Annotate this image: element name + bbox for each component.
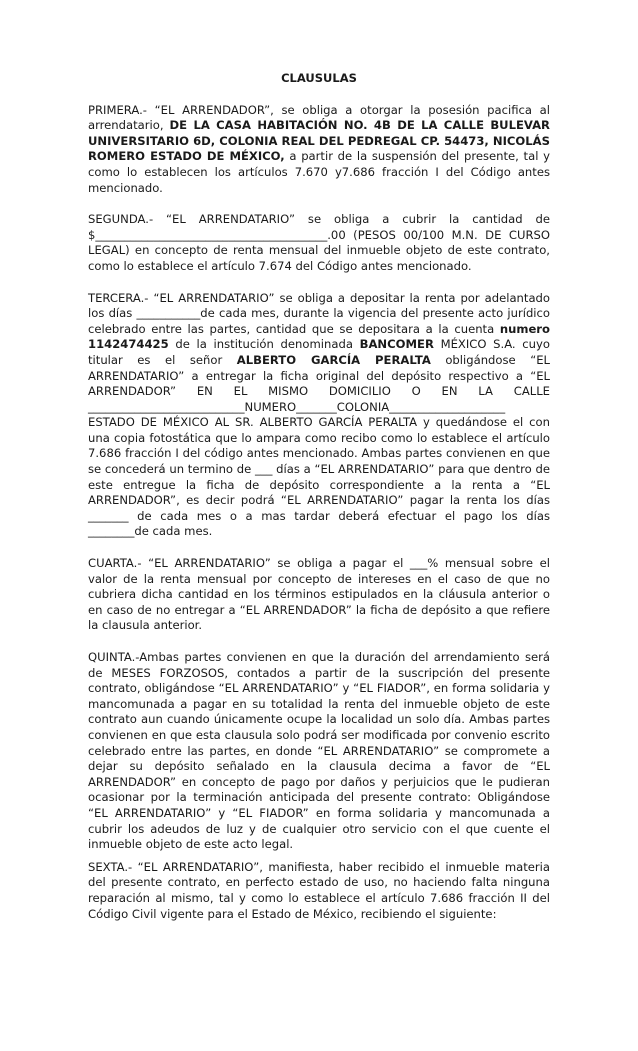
clause-cuarta: CUARTA.- “EL ARRENDATARIO” se obliga a pagar el ___% mensual sobre el valor de la renta mensual por concepto de intereses en el caso de que no cubriera dicha cantidad en los términos estipulados en la cláusula anterior o en caso de no entregar a “EL ARRENDADOR” la ficha de depósito a que refiere la clausula anterior. — [88, 556, 550, 633]
clause-sexta: SEXTA.- “EL ARRENDATARIO”, manifiesta, haber recibido el inmueble materia del presente contrato, en perfecto estado de uso, no haciendo falta ninguna reparación al mismo, tal y como lo establece el artículo 7.686 fracción II del Código Civil vigente para el Estado de México, recibiendo el siguiente: — [88, 859, 550, 921]
account-holder: ALBERTO GARCÍA PERALTA — [236, 352, 431, 367]
clause-primera-text: PRIMERA.- “EL ARRENDADOR”, se obliga a otorgar la posesión pacifica al arrendatario, — [88, 102, 550, 133]
clause-tercera-text: TERCERA.- “EL ARRENDATARIO” se obliga a depositar la renta por adelantado los días ___________de cada mes, durante la vigencia del presente acto jurídico celebrado entre las partes, cantidad que se depositara a la cuenta — [88, 290, 550, 336]
clause-segunda: SEGUNDA.- “EL ARRENDATARIO” se obliga a cubrir la cantidad de $________________________________________.00 (PESOS 00/100 M.N. DE CURSO LEGAL) en concepto de renta mensual del inmueble objeto de este contrato, como lo establece el artículo 7.674 del Código antes mencionado. — [88, 212, 550, 273]
property-address: DE LA CASA HABITACIÓN NO. 4B DE LA CALLE BULEVAR UNIVERSITARIO 6D, COLONIA REAL DEL PEDREGAL CP. 54473, NICOLÁS ROMERO ESTADO DE MÉXICO, — [88, 118, 550, 164]
clause-tercera-text-2: de la institución denominada — [168, 337, 360, 352]
document-title: CLAUSULAS — [281, 71, 357, 85]
clause-tercera — [88, 291, 550, 541]
clause-tercera-text-3: MÉXICO S.A. cuyo titular es el señor — [88, 337, 550, 367]
clause-primera-text-end: a partir de la suspensión del presente, tal y como lo establecen los artículos 7.670 y7.686 fracción I del Código antes mencionado. — [88, 149, 550, 195]
clause-quinta: QUINTA.-Ambas partes convienen en que la duración del arrendamiento será de MESES FORZOSOS, contados a partir de la suscripción del presente contrato, obligándose “EL ARRENDATARIO” y “EL FIADOR”, en forma solidaria y mancomunada a pagar en su totalidad la renta del inmueble objeto de este contrato aun cuando únicamente ocupe la localidad un solo día. Ambas partes convienen en que esta clausula solo podrá ser modificada por convenio escrito celebrado entre las partes, en donde “EL ARRENDATARIO” se compromete a dejar su depósito señalado en la clausula decima a favor de “EL ARRENDADOR” en concepto de pago por daños y perjuicios que le pudieran ocasionar por la terminación anticipada del presente contrato: Obligándose “EL ARRENDATARIO” y “EL FIADOR” en forma solidaria y mancomunada a cubrir los adeudos de luz y de cualquier otro servicio con el que cuente el inmueble objeto de este acto legal. — [88, 650, 550, 852]
bank-name: BANCOMER — [359, 337, 434, 352]
clause-tercera-text-4: obligándose “EL ARRENDATARIO” a entregar la ficha original del depósito respectivo a “EL ARRENDADOR” EN EL MISMO DOMICILIO O EN LA CALLE ___________________________NUMERO_______COLONIA____________________ ESTADO DE MÉXICO AL SR. ALBERTO GARCÍA PERALTA y quedándose el con una copia fotostática que lo ampara como recibo como lo establece el artículo 7.686 fracción I del código antes mencionado. Ambas partes convienen en que se concederá un termino de ___ días a “EL ARRENDATARIO” para que dentro de este entregue la ficha de depósito correspondiente a la renta a “EL ARRENDADOR”, es decir podrá “EL ARRENDATARIO” pagar la renta los días _______ de cada mes o a mas tardar deberá efectuar el pago los días ________de cada mes. — [88, 352, 550, 539]
document-page — [88, 62, 550, 938]
account-number: numero 1142474425 — [88, 321, 550, 352]
clause-primera — [88, 103, 550, 197]
